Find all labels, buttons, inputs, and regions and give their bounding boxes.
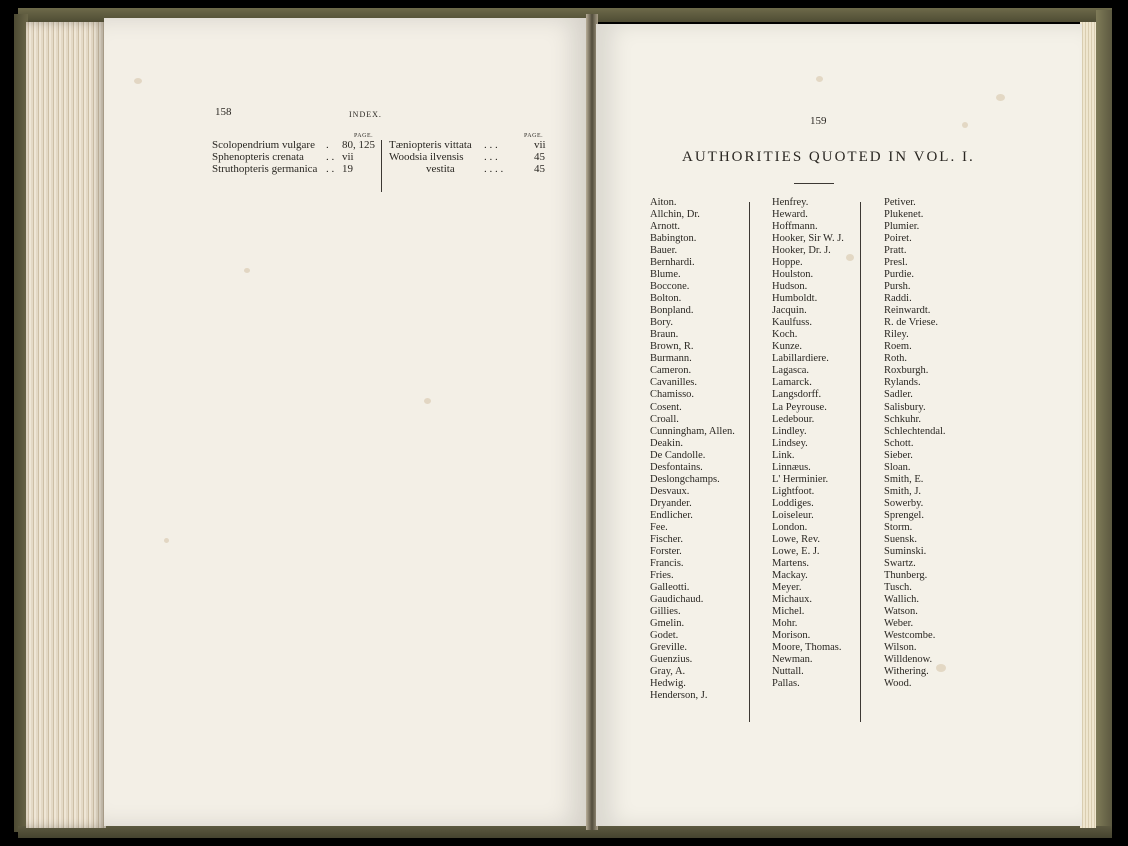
foxing-spot	[816, 76, 823, 82]
author-name: Wallich.	[884, 593, 920, 605]
author-name: Sowerby.	[884, 497, 924, 509]
author-name: Blume.	[650, 269, 681, 281]
author-name: Forster.	[650, 545, 682, 557]
author-name: Desfontains.	[650, 461, 703, 473]
page-number: 158	[215, 106, 232, 118]
author-name: Poiret.	[884, 233, 912, 245]
author-name: Sprengel.	[884, 509, 924, 521]
author-name: Schlechtendal.	[884, 425, 946, 437]
page-title: AUTHORITIES QUOTED IN VOL. I.	[682, 149, 975, 165]
author-name: Hudson.	[772, 281, 808, 293]
author-name: Bernhardi.	[650, 257, 695, 269]
author-name: Ledebour.	[772, 413, 815, 425]
author-name: Link.	[772, 449, 795, 461]
index-entry-name: vestita	[426, 163, 455, 175]
author-name: Suminski.	[884, 545, 927, 557]
author-name: Arnott.	[650, 221, 681, 233]
author-name: Kunze.	[772, 341, 803, 353]
author-name: Purdie.	[884, 269, 915, 281]
author-name: Morison.	[772, 630, 811, 642]
index-entry-leader: .	[326, 139, 329, 151]
index-entry-name: Woodsia ilvensis	[389, 151, 464, 163]
author-name: Cavanilles.	[650, 377, 697, 389]
author-name: R. de Vriese.	[884, 317, 938, 329]
author-name: Raddi.	[884, 293, 912, 305]
author-name: London.	[772, 521, 808, 533]
author-name: Fries.	[650, 569, 674, 581]
author-name: Braun.	[650, 329, 679, 341]
author-name: Mohr.	[772, 618, 798, 630]
author-name: Kaulfuss.	[772, 317, 812, 329]
page-column-caption: PAGE.	[524, 133, 544, 139]
author-name: Galleotti.	[650, 581, 690, 593]
author-name: Pursh.	[884, 281, 911, 293]
index-entry-leader: . . .	[484, 139, 498, 151]
left-page	[104, 18, 590, 826]
author-name: Michel.	[772, 606, 805, 618]
author-name: Jacquin.	[772, 305, 807, 317]
author-name: Newman.	[772, 654, 813, 666]
author-name: Willdenow.	[884, 654, 933, 666]
author-name: Westcombe.	[884, 630, 936, 642]
index-entry-name: Scolopendrium vulgare	[212, 139, 315, 151]
index-entry-pages: 19	[342, 163, 353, 175]
author-name: Presl.	[884, 257, 908, 269]
author-name: Burmann.	[650, 353, 692, 365]
author-name: Hooker, Dr. J.	[772, 245, 831, 257]
author-name: Hedwig.	[650, 678, 686, 690]
author-name: Hoppe.	[772, 257, 803, 269]
author-name: Mackay.	[772, 569, 808, 581]
author-name: Plumier.	[884, 221, 920, 233]
author-name: Labillardiere.	[772, 353, 829, 365]
author-name: Salisbury.	[884, 401, 926, 413]
author-name: Fischer.	[650, 533, 683, 545]
author-name: Lowe, Rev.	[772, 533, 821, 545]
author-name: Martens.	[772, 557, 810, 569]
author-name: Loiseleur.	[772, 509, 814, 521]
page-number: 159	[810, 115, 827, 127]
author-name: Withering.	[884, 666, 929, 678]
author-name: Watson.	[884, 606, 918, 618]
author-name: Hooker, Sir W. J.	[772, 233, 844, 245]
author-name: Henderson, J.	[650, 690, 708, 702]
author-name: Roxburgh.	[884, 365, 929, 377]
index-entry-pages: 45	[534, 163, 545, 175]
author-name: Roem.	[884, 341, 912, 353]
foxing-spot	[244, 268, 250, 273]
index-entry-name: Tæniopteris vittata	[389, 139, 472, 151]
author-name: Loddiges.	[772, 497, 814, 509]
author-name: Heward.	[772, 209, 808, 221]
author-name: Humboldt.	[772, 293, 818, 305]
index-entry-leader: . .	[326, 163, 335, 175]
right-page	[596, 24, 1082, 826]
author-name: Petiver.	[884, 197, 916, 208]
author-name: Lindley.	[772, 425, 807, 437]
author-name: Pallas.	[772, 678, 800, 690]
author-name: Cosent.	[650, 401, 682, 413]
author-name: Gaudichaud.	[650, 593, 704, 605]
index-entry-name: Sphenopteris crenata	[212, 151, 304, 163]
author-name: Smith, J.	[884, 485, 922, 497]
author-name: Wood.	[884, 678, 912, 690]
index-entry-pages: 45	[534, 151, 545, 163]
author-name: Plukenet.	[884, 209, 924, 221]
author-name: L' Herminier.	[772, 473, 829, 485]
author-name: Smith, E.	[884, 473, 924, 485]
author-name: Michaux.	[772, 593, 812, 605]
foxing-spot	[164, 538, 169, 543]
author-name: Deslongchamps.	[650, 473, 720, 485]
author-name: Bolton.	[650, 293, 682, 305]
author-name: Lagasca.	[772, 365, 810, 377]
column-divider	[749, 202, 750, 722]
author-name: Cameron.	[650, 365, 692, 377]
author-name: Greville.	[650, 642, 688, 654]
author-name: Wilson.	[884, 642, 917, 654]
author-name: Lowe, E. J.	[772, 545, 820, 557]
author-name: Gmelin.	[650, 618, 685, 630]
author-name: Cunningham, Allen.	[650, 425, 735, 437]
author-name: Linnæus.	[772, 461, 811, 473]
author-name: Reinwardt.	[884, 305, 931, 317]
index-entry-pages: 80, 125	[342, 139, 375, 151]
author-name: Langsdorff.	[772, 389, 822, 401]
page-column-caption: PAGE.	[354, 133, 374, 139]
author-name: Godet.	[650, 630, 679, 642]
index-entry-pages: vii	[342, 151, 354, 163]
author-name: Francis.	[650, 557, 684, 569]
index-entry-leader: . . .	[484, 151, 498, 163]
foxing-spot	[996, 94, 1005, 101]
author-name: Schott.	[884, 437, 914, 449]
author-name: Gray, A.	[650, 666, 686, 678]
author-name: Desvaux.	[650, 485, 690, 497]
author-name: Croall.	[650, 413, 679, 425]
author-name: Sieber.	[884, 449, 913, 461]
author-name: Riley.	[884, 329, 909, 341]
author-name: Lightfoot.	[772, 485, 815, 497]
author-name: Hoffmann.	[772, 221, 818, 233]
index-entry-leader: . . . .	[484, 163, 504, 175]
author-name: Nuttall.	[772, 666, 804, 678]
author-name: Chamisso.	[650, 389, 695, 401]
foxing-spot	[134, 78, 142, 84]
author-name: Dryander.	[650, 497, 692, 509]
running-head: INDEX.	[349, 110, 382, 119]
author-name: Suensk.	[884, 533, 917, 545]
author-name: Henfrey.	[772, 197, 809, 208]
author-name: Sadler.	[884, 389, 913, 401]
title-rule	[794, 183, 834, 184]
column-divider	[381, 140, 382, 192]
author-name: Rylands.	[884, 377, 921, 389]
author-name: Lamarck.	[772, 377, 812, 389]
page-edges-right	[1080, 22, 1096, 828]
index-entry-name: Struthopteris germanica	[212, 163, 318, 175]
author-name: Boccone.	[650, 281, 690, 293]
foxing-spot	[424, 398, 431, 404]
author-name: Schkuhr.	[884, 413, 922, 425]
author-name: Pratt.	[884, 245, 907, 257]
author-name: Houlston.	[772, 269, 814, 281]
author-name: Brown, R.	[650, 341, 694, 353]
author-name: Babington.	[650, 233, 697, 245]
foxing-spot	[846, 254, 854, 261]
foxing-spot	[962, 122, 968, 128]
author-name: Gillies.	[650, 606, 681, 618]
author-name: Bory.	[650, 317, 673, 329]
author-name: Endlicher.	[650, 509, 693, 521]
author-name: Roth.	[884, 353, 908, 365]
author-name: Storm.	[884, 521, 913, 533]
page-edges-left	[26, 22, 106, 828]
author-name: De Candolle.	[650, 449, 706, 461]
cover-bottom-edge	[18, 826, 1112, 838]
author-name: Swartz.	[884, 557, 916, 569]
author-name: La Peyrouse.	[772, 401, 827, 413]
author-name: Koch.	[772, 329, 798, 341]
author-name: Lindsey.	[772, 437, 808, 449]
author-name: Tusch.	[884, 581, 912, 593]
author-name: Allchin, Dr.	[650, 209, 700, 221]
author-name: Moore, Thomas.	[772, 642, 842, 654]
author-name: Deakin.	[650, 437, 683, 449]
author-name: Fee.	[650, 521, 668, 533]
author-name: Sloan.	[884, 461, 911, 473]
foxing-spot	[936, 664, 946, 672]
author-name: Bonpland.	[650, 305, 694, 317]
author-name: Bauer.	[650, 245, 678, 257]
cover-right-edge	[1096, 10, 1112, 836]
column-divider	[860, 202, 861, 722]
author-name: Aiton.	[650, 197, 677, 208]
index-entry-leader: . .	[326, 151, 335, 163]
author-name: Guenzius.	[650, 654, 693, 666]
index-entry-pages: vii	[534, 139, 546, 151]
author-name: Meyer.	[772, 581, 802, 593]
author-name: Weber.	[884, 618, 914, 630]
author-name: Thunberg.	[884, 569, 928, 581]
